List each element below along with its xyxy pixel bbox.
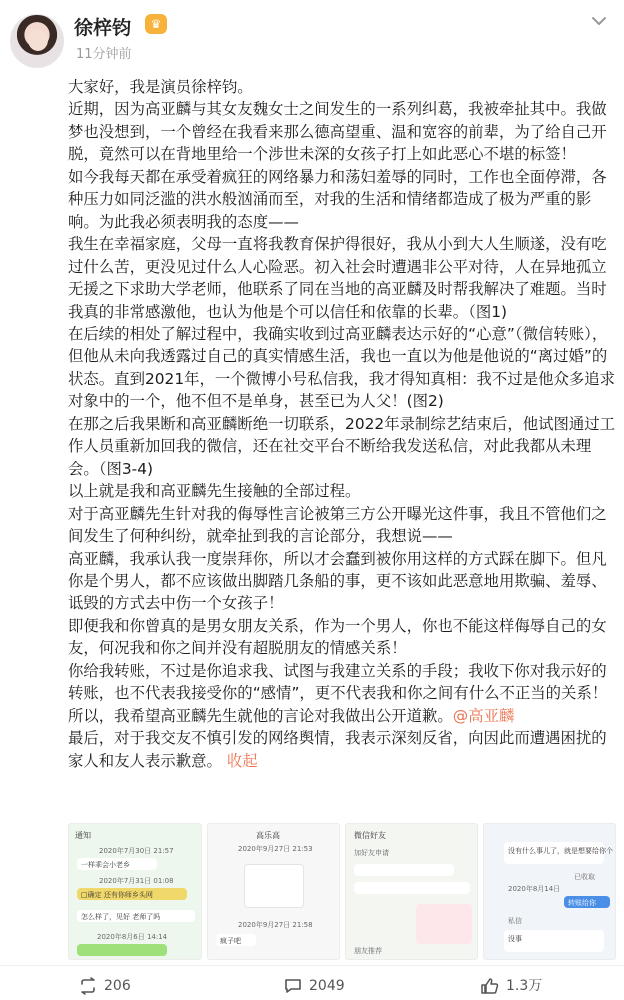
image-text: 没事 — [508, 935, 522, 943]
screenshot-image-3[interactable] — [345, 823, 478, 960]
sticker-image — [416, 904, 472, 944]
comment-count: 2049 — [309, 978, 345, 994]
image-text: 私信 — [508, 917, 522, 925]
image-text: 没有什么事儿了，就是想要给你个 — [508, 847, 613, 855]
image-text: □确定 还有你师乡头网 — [81, 891, 153, 899]
like-count: 1.3万 — [506, 978, 543, 994]
post-paragraph: 在后续的相处了解过程中，我确实收到过高亚麟表达示好的“心意”（微信转账），但他从未向我透露过自己的真实情感生活，我也一直以为他是他说的“离过婚”的状态。直到2021年，一个微博小号私信我，我才得知真相：我不过是他众多追求对象中的一个，他不但不是单身，甚至已为人父！(图2) — [68, 324, 616, 411]
image-text: 2020年8月6日 14:14 — [97, 933, 168, 941]
screenshot-image-2[interactable] — [207, 823, 340, 960]
image-text: 微信好友 — [354, 831, 386, 840]
like-button[interactable] — [480, 976, 570, 996]
collapse-link[interactable]: 收起 — [226, 751, 258, 770]
comment-button[interactable] — [283, 976, 373, 996]
image-text: 加好友申请 — [354, 849, 389, 857]
image-text: 转账给你 — [568, 899, 596, 907]
avatar[interactable] — [10, 14, 64, 68]
post-paragraph: 如今我每天都在承受着疯狂的网络暴力和荡妇羞辱的同时，工作也全面停滞，各种压力如同泛滥的洪水般汹涌而至，对我的生活和情绪都造成了极为严重的影响。为此我必须表明我的态度—— — [68, 167, 607, 231]
closing-text: 最后，对于我交友不慎引发的网络舆情，我表示深刻反省，向因此而遭遇困扰的家人和友人表示歉意。 — [68, 729, 607, 770]
post-paragraph: 对于高亚麟先生针对我的侮辱性言论被第三方公开曝光这件事，我且不管他们之间发生了何种纠纷，就牵扯到我的言论部分，我想说—— — [68, 504, 607, 546]
image-gallery — [68, 823, 616, 960]
sticker-image — [244, 864, 304, 908]
post-paragraph: 你给我转账，不过是你追求我、试图与我建立关系的手段；我收下你对我示好的转账，也不代表我接受你的“感情”，更不代表我和你之间有什么不正当的关系！ — [68, 661, 608, 703]
image-text: 2020年9月27日 21:53 — [238, 845, 313, 853]
image-text: 2020年9月27日 21:58 — [238, 921, 313, 929]
action-bar — [0, 965, 624, 1000]
image-text: 通知 — [75, 831, 91, 840]
screenshot-image-4[interactable] — [483, 823, 616, 960]
vip-crown-icon: ♛ — [145, 14, 167, 34]
mention-link[interactable]: @高亚麟 — [452, 706, 515, 725]
post-paragraph — [68, 727, 616, 772]
post-body — [68, 76, 616, 772]
post-paragraph: 以上就是我和高亚麟先生接触的全部过程。 — [68, 482, 361, 501]
image-text: 怎么样了，见好 老师了吗 — [81, 913, 161, 921]
chat-bubble — [354, 864, 454, 876]
comment-icon — [283, 977, 303, 995]
image-text: 高乐高 — [256, 831, 280, 840]
image-text: 朋友推荐 — [354, 947, 382, 955]
image-text: 2020年7月31日 01:08 — [99, 877, 174, 885]
post-paragraph: 近期，因为高亚麟与其女友魏女士之间发生的一系列纠葛，我被牵扯其中。我做梦也没想到，一个曾经在我看来那么德高望重、温和宽容的前辈，为了给自己开脱，竟然可以在背地里给一个涉世未深的女孩子打上如此恶心不堪的标签！ — [68, 100, 607, 164]
image-text: 已收取 — [574, 873, 595, 881]
post-paragraph — [68, 705, 616, 727]
repost-icon — [78, 977, 98, 995]
chevron-down-icon[interactable] — [588, 10, 610, 32]
post-timestamp: 11分钟前 — [76, 47, 132, 62]
apology-request: 所以，我希望高亚麟先生就他的言论对我做出公开道歉。 — [68, 706, 453, 725]
image-text: 2020年8月14日 — [508, 885, 561, 893]
repost-button[interactable] — [78, 976, 158, 996]
thumbs-up-icon — [480, 977, 500, 995]
post-header — [0, 0, 624, 72]
chat-bubble — [354, 882, 470, 894]
image-text: 疯子吧 — [220, 937, 241, 945]
post-paragraph: 大家好，我是演员徐梓钧。 — [68, 78, 253, 96]
post-paragraph: 高亚麟，我承认我一度崇拜你，所以才会蠢到被你用这样的方式踩在脚下。但凡你是个男人，都不应该做出脚踏几条船的事，更不该如此恶意地用欺骗、羞辱、诋毁的方式去中伤一个女孩子！ — [68, 549, 607, 613]
post-paragraph: 在那之后我果断和高亚麟断绝一切联系，2022年录制综艺结束后，他试图通过工作人员重新加回我的微信，还在社交平台不断给我发送私信，对此我都从未理会。（图3-4) — [68, 414, 616, 478]
author-name[interactable]: 徐梓钧 — [74, 17, 132, 39]
image-text: 一样乖会小老乡 — [81, 861, 130, 869]
screenshot-image-1[interactable] — [68, 823, 202, 960]
repost-count: 206 — [104, 978, 131, 994]
chat-bubble — [77, 944, 167, 956]
post-paragraph: 即便我和你曾真的是男女朋友关系，作为一个男人，你也不能这样侮辱自己的女友，何况我和你之间并没有超脱朋友的情感关系！ — [68, 616, 607, 658]
post-paragraph: 我生在幸福家庭，父母一直将我教育保护得很好，我从小到大人生顺遂，没有吃过什么苦，更没见过什么人心险恶。初入社会时遭遇非公平对待，人在异地孤立无援之下求助大学老师，他联系了同在当地的高亚麟及时帮我解决了难题。当时我真的非常感激他，也认为他是个可以信任和依靠的长辈。（图1) — [68, 235, 607, 321]
image-text: 2020年7月30日 21:57 — [99, 847, 174, 855]
